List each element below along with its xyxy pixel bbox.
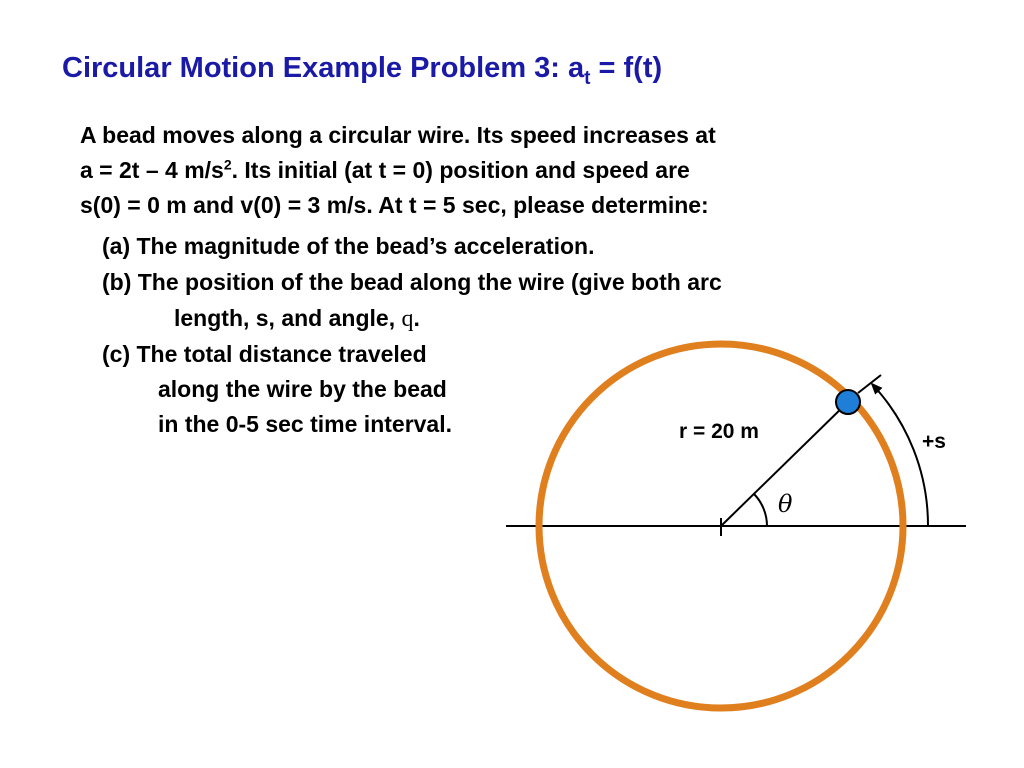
angle-label: θ (778, 490, 793, 518)
part-c-line-1: (c) The total distance traveled (102, 341, 427, 367)
title-main: Circular Motion Example Problem 3: a (62, 52, 585, 84)
part-b-line-2-pre: length, s, and angle, (174, 305, 402, 331)
bead (836, 390, 860, 414)
angle-arc (754, 494, 767, 526)
title-subscript: t (584, 67, 591, 89)
part-c-line-2: along the wire by the bead (158, 376, 447, 402)
problem-line-2-pre: a = 2t – 4 m/s (80, 157, 224, 183)
part-b-line-2-post: . (413, 305, 420, 331)
problem-line-1: A bead moves along a circular wire. Its speed increases at (80, 122, 716, 148)
part-a: (a) The magnitude of the bead’s acceleration. (102, 233, 595, 259)
part-c-line-3: in the 0-5 sec time interval. (158, 411, 453, 437)
radius-label: r = 20 m (679, 420, 759, 443)
problem-line-2-post: . Its initial (at t = 0) position and speed are (231, 157, 690, 183)
part-b-line-1: (b) The position of the bead along the wire (give both arc (102, 269, 722, 295)
theta-symbol: q (401, 306, 414, 332)
arc-length-label: +s (922, 430, 946, 453)
problem-line-3: s(0) = 0 m and v(0) = 3 m/s. At t = 5 sec, please determine: (80, 192, 709, 218)
title-rest: = f(t) (590, 52, 663, 84)
problem-line-2-sup: 2 (223, 156, 232, 173)
